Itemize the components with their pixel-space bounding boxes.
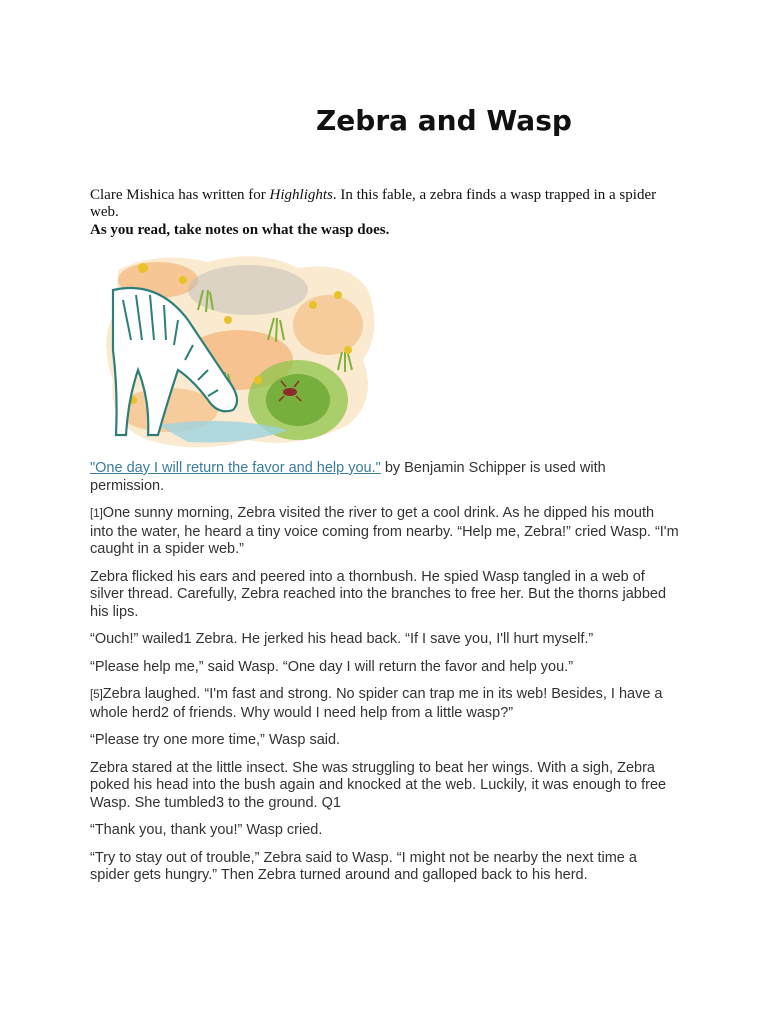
paragraph-number: [1] bbox=[90, 508, 103, 520]
story-paragraph bbox=[90, 822, 680, 840]
story-paragraph bbox=[90, 505, 680, 559]
story-paragraph bbox=[90, 732, 680, 750]
paragraph-text: “Thank you, thank you!” Wasp cried. bbox=[90, 822, 323, 838]
reading-instruction: As you read, take notes on what the wasp does. bbox=[90, 222, 390, 238]
story-paragraph bbox=[90, 631, 680, 649]
paragraph-text: Zebra flicked his ears and peered into a thornbush. He spied Wasp tangled in a web of silver thread. Carefully, Zebra reached into the branches to free her. But the thorns jabbed his lips. bbox=[90, 568, 667, 620]
paragraph-text: One sunny morning, Zebra visited the river to get a cool drink. As he dipped his mouth into the water, he heard a tiny voice coming from nearby. “Help me, Zebra!” cried Wasp. “I'm caught in a spider web.” bbox=[90, 505, 679, 557]
story-paragraph bbox=[90, 760, 680, 813]
source-credit bbox=[90, 460, 680, 495]
story-paragraph bbox=[90, 569, 680, 622]
credit-after: by Benjamin Schipper is used with permission. bbox=[90, 460, 606, 494]
paragraph-text: “Ouch!” wailed1 Zebra. He jerked his head back. “If I save you, I'll hurt myself.” bbox=[90, 631, 594, 647]
zebra-wasp-illustration bbox=[98, 250, 378, 460]
story-paragraph bbox=[90, 659, 680, 677]
source-link[interactable]: "One day I will return the favor and help you." bbox=[90, 460, 381, 476]
paragraph-text: “Please try one more time,” Wasp said. bbox=[90, 732, 341, 748]
intro-before: Clare Mishica has written for bbox=[90, 187, 270, 203]
paragraph-text: “Please help me,” said Wasp. “One day I will return the favor and help you.” bbox=[90, 658, 574, 675]
intro-paragraph bbox=[90, 187, 680, 221]
story-paragraph bbox=[90, 686, 680, 722]
paragraph-text: Zebra stared at the little insect. She was struggling to beat her wings. With a sigh, Zebra poked his head into the bush again and knocked at the web. Luckily, it was enough to free Wasp. She tumbled3 to the ground. Q1 bbox=[90, 759, 667, 811]
paragraph-text: Zebra laughed. “I'm fast and strong. No spider can trap me in its web! Besides, I have a whole herd2 of friends. Why would I need help from a little wasp?” bbox=[90, 686, 663, 721]
intro-publication: Highlights bbox=[269, 187, 333, 203]
paragraph-text: “Try to stay out of trouble,” Zebra said to Wasp. “I might not be nearby the next time a spider gets hungry.” Then Zebra turned around and galloped back to his herd. bbox=[90, 849, 637, 883]
story-body bbox=[90, 505, 680, 895]
intro-after: . In this fable, a zebra finds a wasp trapped in a spider web. bbox=[90, 187, 657, 220]
paragraph-number: [5] bbox=[90, 689, 103, 701]
page-title: Zebra and Wasp bbox=[316, 104, 572, 137]
story-paragraph bbox=[90, 850, 680, 885]
